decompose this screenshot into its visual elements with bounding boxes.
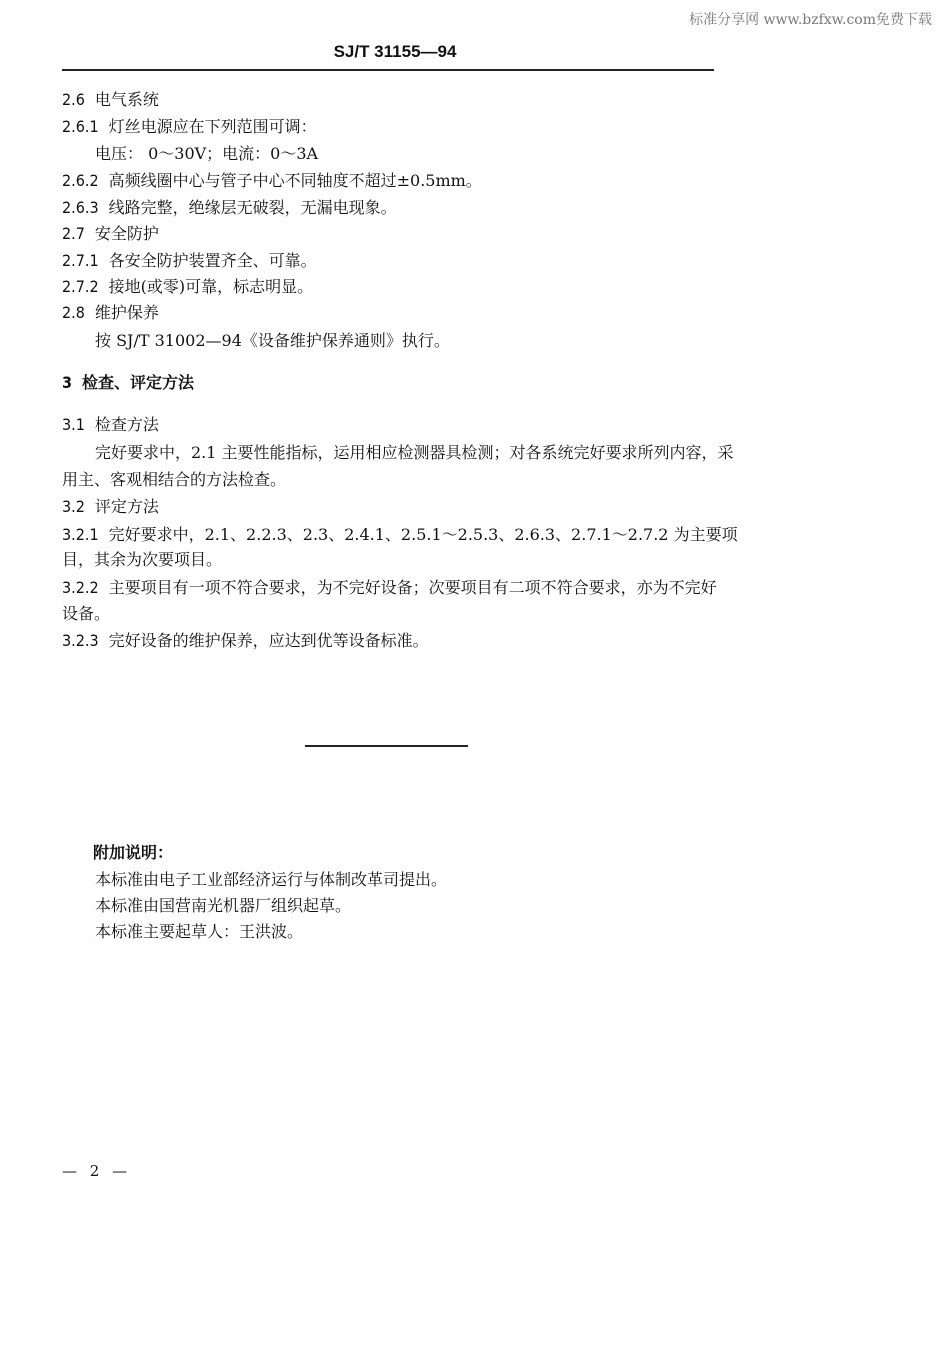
- header-rule: [62, 69, 714, 71]
- paragraph-line: 完好要求中，2.1 主要性能指标，运用相应检测器具检测；对各系统完好要求所列内容，采: [95, 443, 734, 462]
- section-heading: 2.6 电气系统: [62, 90, 159, 109]
- section-heading: 3.2 评定方法: [62, 497, 159, 516]
- clause: 2.7.1 各安全防护装置齐全、可靠。: [62, 251, 317, 270]
- clause: 2.7.2 接地(或零)可靠，标志明显。: [62, 277, 314, 296]
- clause-text: 电压： 0～30V；电流：0～3A: [95, 144, 319, 163]
- page-number: — 2 —: [62, 1162, 128, 1180]
- note-line: 本标准主要起草人：王洪波。: [95, 922, 304, 941]
- section-heading: 3.1 检查方法: [62, 415, 159, 434]
- clause: 3.2.2 主要项目有一项不符合要求，为不完好设备；次要项目有二项不符合要求，亦为不完好: [62, 578, 717, 597]
- clause-text: 按 SJ/T 31002—94《设备维护保养通则》执行。: [95, 331, 450, 350]
- standard-code-header: SJ/T 31155—94: [333, 42, 457, 61]
- paragraph-line: 目，其余为次要项目。: [62, 550, 223, 569]
- chapter-heading: 3 检查、评定方法: [62, 373, 195, 392]
- paragraph-line: 用主、客观相结合的方法检查。: [62, 470, 287, 489]
- clause: 3.2.1 完好要求中，2.1、2.2.3、2.3、2.4.1、2.5.1～2.5.3、2.6.3、2.7.1～2.7.2 为主要项: [62, 525, 738, 544]
- note-line: 本标准由电子工业部经济运行与体制改革司提出。: [95, 870, 448, 889]
- end-rule: [305, 745, 468, 747]
- section-heading: 2.8 维护保养: [62, 303, 159, 322]
- paragraph-line: 设备。: [62, 604, 111, 623]
- note-line: 本标准由国营南光机器厂组织起草。: [95, 896, 352, 915]
- clause: 2.6.1 灯丝电源应在下列范围可调：: [62, 117, 317, 136]
- clause: 2.6.2 高频线圈中心与管子中心不同轴度不超过±0.5mm。: [62, 171, 482, 190]
- section-heading: 2.7 安全防护: [62, 224, 159, 243]
- watermark: 标准分享网 www.bzfxw.com免费下载: [689, 12, 932, 28]
- clause: 3.2.3 完好设备的维护保养，应达到优等设备标准。: [62, 631, 429, 650]
- clause: 2.6.3 线路完整，绝缘层无破裂，无漏电现象。: [62, 198, 397, 217]
- note-title: 附加说明：: [93, 843, 174, 862]
